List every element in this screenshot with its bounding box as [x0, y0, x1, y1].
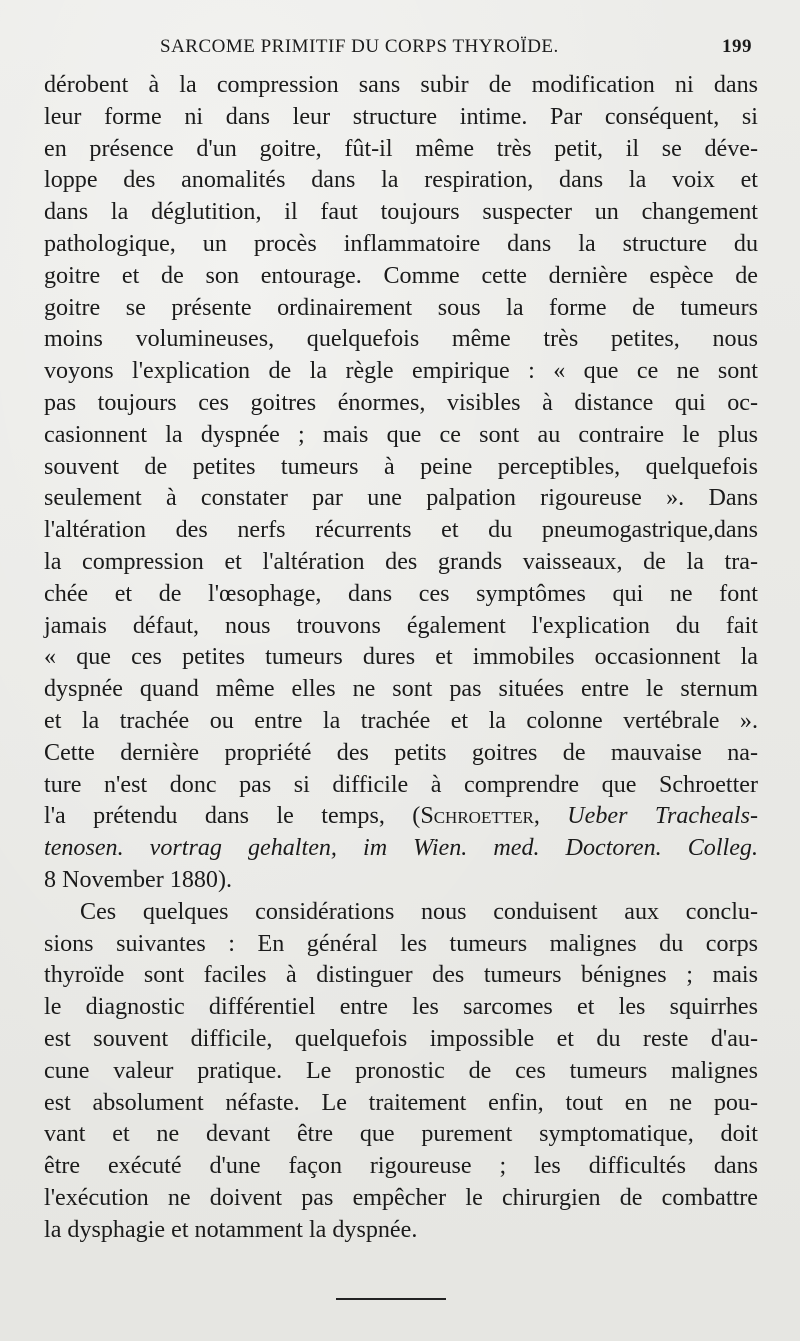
text-line: le diagnostic différentiel entre les sarcomes et les squirrhes	[44, 994, 758, 1021]
text-line: la dysphagie et notamment la dyspnée.	[44, 1216, 418, 1243]
running-title: SARCOME PRIMITIF DU CORPS THYROÏDE.	[160, 36, 559, 57]
text-line: ture n'est donc pas si difficile à comprendre que Schroetter	[44, 771, 758, 798]
citation-separator: ,	[533, 803, 568, 830]
text-line: l'altération des nerfs récurrents et du pneumogastrique,dans	[44, 517, 758, 544]
text-line: Ces quelques considérations nous conduisent aux conclu-	[80, 898, 758, 925]
text-line: est absolument néfaste. Le traitement enfin, tout en ne pou-	[44, 1089, 758, 1116]
page-header	[120, 36, 752, 66]
text-line: leur forme ni dans leur structure intime. Par conséquent, si	[44, 103, 758, 130]
text-line: être exécuté d'une façon rigoureuse ; les difficultés dans	[44, 1153, 758, 1180]
body-text	[44, 70, 758, 1246]
text-line: pas toujours ces goitres énormes, visibles à distance qui oc-	[44, 389, 758, 416]
citation-line-2: tenosen. vortrag gehalten, im Wien. med. Doctoren. Colleg.	[44, 835, 758, 862]
text-line: loppe des anomalités dans la respiration, dans la voix et	[44, 167, 758, 194]
text-line: goitre se présente ordinairement sous la forme de tumeurs	[44, 294, 758, 321]
citation-prefix: l'a prétendu dans le temps, (	[44, 803, 421, 830]
text-line: « que ces petites tumeurs dures et immobiles occasionnent la	[44, 644, 758, 671]
text-line: Cette dernière propriété des petits goitres de mauvaise na-	[44, 739, 758, 766]
text-line: est souvent difficile, quelquefois impossible et du reste d'au-	[44, 1025, 758, 1052]
text-line: souvent de petites tumeurs à peine perceptibles, quelquefois	[44, 453, 758, 480]
text-line: goitre et de son entourage. Comme cette dernière espèce de	[44, 262, 758, 289]
text-line: seulement à constater par une palpation rigoureuse ». Dans	[44, 485, 758, 512]
footnote-divider	[336, 1298, 446, 1300]
text-line: voyons l'explication de la règle empirique : « que ce ne sont	[44, 358, 758, 385]
text-line: dans la déglutition, il faut toujours suspecter un changement	[44, 199, 758, 226]
text-line: la compression et l'altération des grands vaisseaux, de la tra-	[44, 548, 758, 575]
text-line: chée et de l'œsophage, dans ces symptômes qui ne font	[44, 580, 758, 607]
text-line: vant et ne devant être que purement symptomatique, doit	[44, 1121, 758, 1148]
text-line: en présence d'un goitre, fût-il même très petit, il se déve-	[44, 135, 758, 162]
text-line: dérobent à la compression sans subir de modification ni dans	[44, 72, 758, 98]
text-line: jamais défaut, nous trouvons également l'explication du fait	[44, 612, 758, 639]
citation-date: 8 November 1880).	[44, 866, 233, 893]
citation-author: Schroetter	[420, 803, 534, 830]
text-line: thyroïde sont faciles à distinguer des tumeurs bénignes ; mais	[44, 962, 758, 989]
text-line: dyspnée quand même elles ne sont pas situées entre le sternum	[44, 676, 758, 703]
text-line: moins volumineuses, quelquefois même très petites, nous	[44, 326, 758, 353]
page-number: 199	[722, 36, 752, 57]
text-line: cune valeur pratique. Le pronostic de ces tumeurs malignes	[44, 1057, 758, 1084]
text-line: casionnent la dyspnée ; mais que ce sont au contraire le plus	[44, 421, 758, 448]
citation-title: Ueber Tracheals-	[567, 803, 758, 830]
citation-line-1	[44, 801, 758, 833]
text-line: l'exécution ne doivent pas empêcher le chirurgien de combattre	[44, 1184, 758, 1211]
text-line: pathologique, un procès inflammatoire dans la structure du	[44, 230, 758, 257]
text-line: sions suivantes : En général les tumeurs malignes du corps	[44, 930, 758, 957]
text-line: et la trachée ou entre la trachée et la colonne vertébrale ».	[44, 707, 758, 734]
